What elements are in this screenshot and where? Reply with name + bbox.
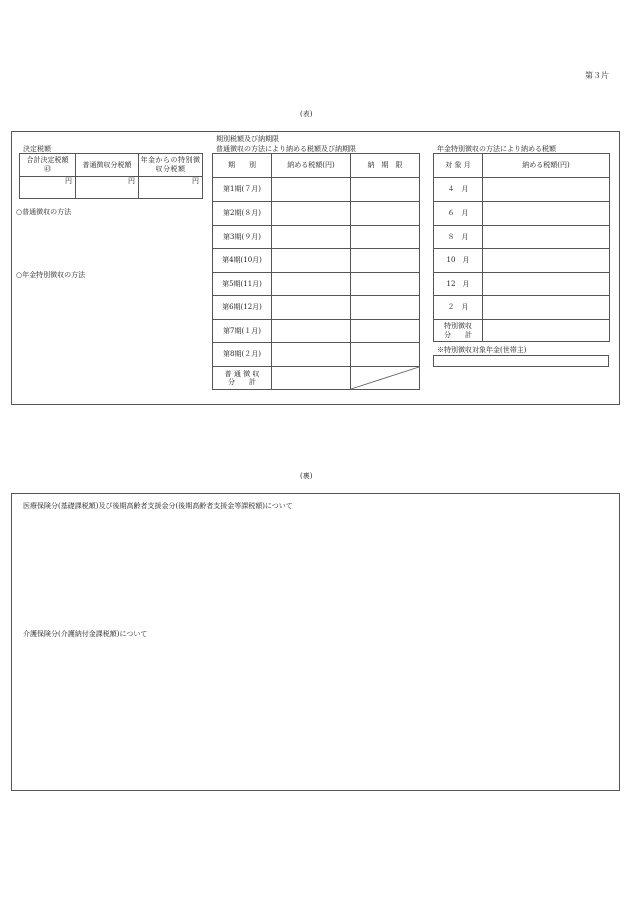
due-date-cell xyxy=(351,249,420,273)
pension-subtotal-label: 特別徴収 分 計 xyxy=(434,320,483,342)
back-frame xyxy=(11,493,620,791)
pension-amount-cell xyxy=(483,273,610,296)
back-caption: (裏) xyxy=(300,472,313,480)
period-row-7: 第7期(１月) xyxy=(213,320,272,343)
month-row-1: ４ 月 xyxy=(434,178,483,202)
care-insurance-label: 介護保険分(介護納付金課税額)について xyxy=(23,630,148,638)
period-row-3: 第3期(９月) xyxy=(213,226,272,249)
month-row-3: ８ 月 xyxy=(434,226,483,249)
pension-amount-cell xyxy=(483,249,610,273)
pension-target-field xyxy=(433,355,609,367)
amount-cell xyxy=(272,320,351,343)
pension-collection-header: 年金からの特別徴収分税額 xyxy=(139,154,203,177)
amount-cell xyxy=(272,178,351,202)
period-header: 期 別 xyxy=(213,154,272,178)
due-date-cell xyxy=(351,202,420,226)
diagonal-strike xyxy=(351,367,419,389)
pension-amount-header: 納める税額(円) xyxy=(483,154,610,178)
page-number: 第３片 xyxy=(585,71,609,80)
amount-header: 納める税額(円) xyxy=(272,154,351,178)
period-row-5: 第5期(11月) xyxy=(213,273,272,296)
month-row-4: 10 月 xyxy=(434,249,483,273)
periodic-table xyxy=(212,153,420,390)
amount-cell xyxy=(272,202,351,226)
periodic-subtitle: 普通徴収の方法により納める税額及び納期限 xyxy=(216,145,356,153)
pension-subtotal-amount xyxy=(483,320,610,342)
total-decided-header: 合計決定税額 ㊸ xyxy=(20,154,76,177)
period-row-1: 第1期(７月) xyxy=(213,178,272,202)
subtotal-due-date-cell xyxy=(351,367,420,390)
due-date-cell xyxy=(351,273,420,296)
target-month-header: 対 象 月 xyxy=(434,154,483,178)
period-row-2: 第2期(８月) xyxy=(213,202,272,226)
normal-subtotal-amount xyxy=(272,367,351,390)
due-date-cell xyxy=(351,343,420,367)
amount-cell xyxy=(272,249,351,273)
pension-collection-cell: 円 xyxy=(139,177,203,199)
front-caption: (表) xyxy=(300,110,313,118)
pension-title: 年金特別徴収の方法により納める税額 xyxy=(437,145,556,153)
pension-amount-cell xyxy=(483,178,610,202)
due-date-header: 納 期 限 xyxy=(351,154,420,178)
amount-cell xyxy=(272,296,351,320)
month-row-6: ２ 月 xyxy=(434,296,483,320)
periodic-title: 期別税額及び納期限 xyxy=(216,135,279,143)
pension-amount-cell xyxy=(483,296,610,320)
due-date-cell xyxy=(351,178,420,202)
pension-amount-cell xyxy=(483,226,610,249)
normal-collection-header: 普通徴収分税額 xyxy=(76,154,139,177)
normal-collection-cell: 円 xyxy=(76,177,139,199)
due-date-cell xyxy=(351,226,420,249)
normal-subtotal-label: 普 通 徴 収 分 計 xyxy=(213,367,272,390)
pension-amount-cell xyxy=(483,202,610,226)
pension-method-label: ○年金特別徴収の方法 xyxy=(16,271,86,279)
period-row-6: 第6期(12月) xyxy=(213,296,272,320)
pension-table xyxy=(433,153,610,342)
month-row-2: ６ 月 xyxy=(434,202,483,226)
period-row-8: 第8期(２月) xyxy=(213,343,272,367)
decided-tax-table xyxy=(19,153,203,199)
period-row-4: 第4期(10月) xyxy=(213,249,272,273)
pension-note: ※特別徴収対象年金(世帯主) xyxy=(437,346,527,354)
due-date-cell xyxy=(351,296,420,320)
total-decided-cell: 円 xyxy=(20,177,76,199)
medical-insurance-label: 医療保険分(基礎課税額)及び後期高齢者支援金分(後期高齢者支援金等課税額)について xyxy=(23,502,293,510)
month-row-5: 12 月 xyxy=(434,273,483,296)
amount-cell xyxy=(272,343,351,367)
amount-cell xyxy=(272,273,351,296)
due-date-cell xyxy=(351,320,420,343)
decided-tax-title: 決定税額 xyxy=(23,145,51,153)
normal-method-label: ○普通徴収の方法 xyxy=(16,208,72,216)
amount-cell xyxy=(272,226,351,249)
